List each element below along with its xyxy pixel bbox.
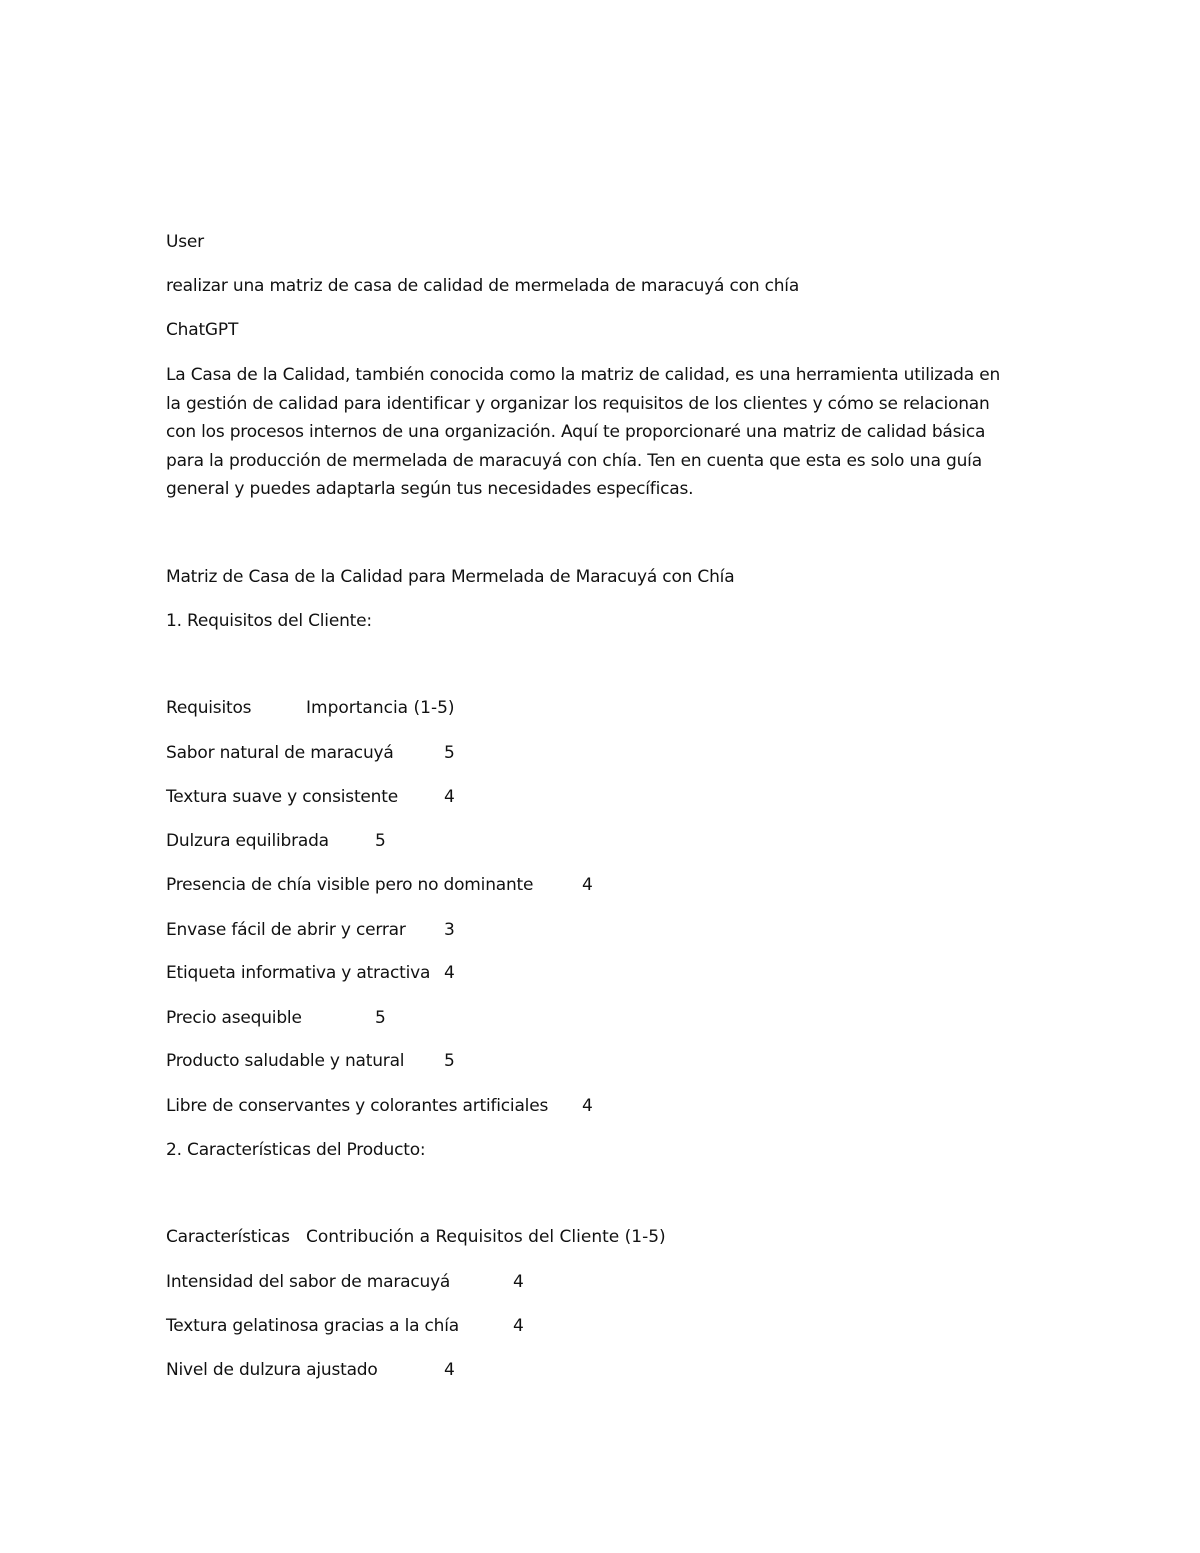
section1-heading: 1. Requisitos del Cliente:: [166, 611, 372, 631]
requirement-label: Textura suave y consistente: [166, 787, 398, 807]
requirement-importance: 4: [582, 875, 593, 895]
characteristic-label: Intensidad del sabor de maracuyá: [166, 1272, 451, 1292]
characteristic-label: Textura gelatinosa gracias a la chía: [166, 1316, 459, 1336]
requirement-importance: 4: [582, 1096, 593, 1116]
requirement-importance: 5: [444, 743, 455, 763]
requirement-importance: 4: [444, 963, 455, 983]
intro-line: la gestión de calidad para identificar y organizar los requisitos de los clientes y cómo se relacionan: [166, 393, 990, 414]
intro-line: para la producción de mermelada de maracuyá con chía. Ten en cuenta que esta es solo una guía: [166, 450, 982, 471]
requirement-label: Libre de conservantes y colorantes artificiales: [166, 1096, 549, 1116]
requirement-label: Envase fácil de abrir y cerrar: [166, 920, 406, 940]
section1-header-value: Importancia (1-5): [306, 698, 455, 718]
characteristic-contribution: 4: [513, 1272, 524, 1292]
requirement-label: Producto saludable y natural: [166, 1051, 405, 1071]
matrix-title: Matriz de Casa de la Calidad para Mermelada de Maracuyá con Chía: [166, 567, 735, 587]
requirement-importance: 4: [444, 787, 455, 807]
requirement-importance: 3: [444, 920, 455, 940]
intro-paragraph: [166, 361, 1046, 504]
intro-line: La Casa de la Calidad, también conocida como la matriz de calidad, es una herramienta utilizada en: [166, 365, 1001, 385]
characteristic-contribution: 4: [513, 1316, 524, 1336]
requirement-label: Dulzura equilibrada: [166, 831, 329, 851]
section1-header-label: Requisitos: [166, 698, 252, 718]
requirement-label: Presencia de chía visible pero no dominante: [166, 875, 534, 895]
section2-header-label: Características: [166, 1227, 290, 1247]
characteristic-contribution: 4: [444, 1360, 455, 1380]
assistant-speaker-label: ChatGPT: [166, 320, 239, 340]
intro-line: general y puedes adaptarla según tus necesidades específicas.: [166, 479, 694, 500]
requirement-importance: 5: [444, 1051, 455, 1071]
characteristic-label: Nivel de dulzura ajustado: [166, 1360, 378, 1380]
requirement-importance: 5: [375, 1008, 386, 1028]
user-speaker-label: User: [166, 232, 204, 252]
requirement-label: Sabor natural de maracuyá: [166, 743, 394, 763]
requirement-label: Etiqueta informativa y atractiva: [166, 963, 431, 983]
section2-header-value: Contribución a Requisitos del Cliente (1-5): [306, 1227, 666, 1247]
intro-line: con los procesos internos de una organización. Aquí te proporcionaré una matriz de calidad básica: [166, 422, 986, 443]
section2-heading: 2. Características del Producto:: [166, 1140, 426, 1160]
requirement-importance: 5: [375, 831, 386, 851]
requirement-label: Precio asequible: [166, 1008, 302, 1028]
user-prompt-text: realizar una matriz de casa de calidad de mermelada de maracuyá con chía: [166, 276, 800, 296]
